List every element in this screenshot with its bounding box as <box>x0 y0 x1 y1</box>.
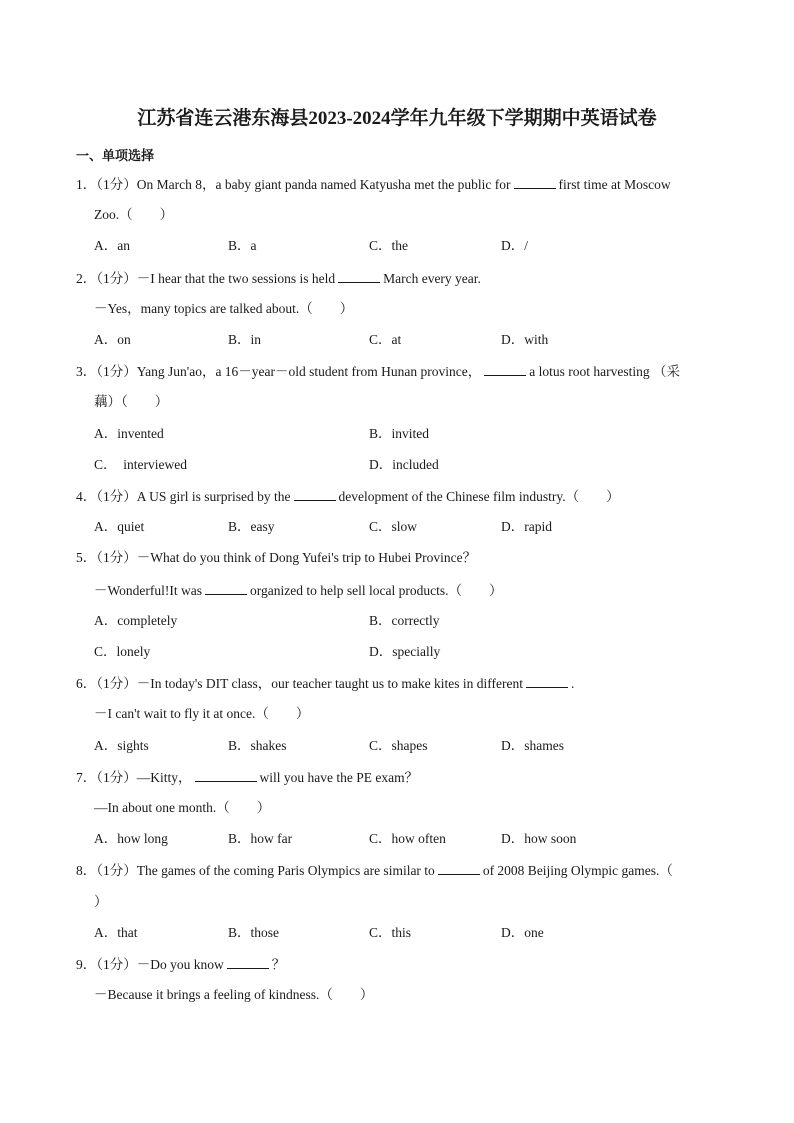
option-b: B．shakes <box>228 738 287 753</box>
option-a: A．quiet <box>94 519 145 534</box>
question-text: －What do you think of Dong Yufei's trip to Hubei Province？ <box>136 550 477 565</box>
question-text: a lotus root harvesting （采 <box>529 364 680 379</box>
option-d: D．with <box>501 332 549 347</box>
answer-blank <box>294 487 336 501</box>
question-number: 3． <box>76 364 97 379</box>
question-text: A US girl is surprised by the <box>136 489 291 504</box>
question-9-line2: －Because it brings a feeling of kindness.（ ） <box>94 987 374 1002</box>
question-text: The games of the coming Paris Olympics are similar to <box>136 863 435 878</box>
option-a: A．an <box>94 238 130 253</box>
option-b: B．invited <box>369 426 429 441</box>
question-text: development of the Chinese film industry.（ ） <box>338 489 620 504</box>
option-d: D．shames <box>501 738 564 753</box>
answer-blank <box>514 175 556 189</box>
question-9 <box>76 955 285 974</box>
option-d: D．how soon <box>501 831 577 846</box>
question-text: On March 8，a baby giant panda named Katyusha met the public for <box>136 177 511 192</box>
question-score: （1分） <box>96 770 137 785</box>
question-3 <box>76 362 680 381</box>
answer-blank <box>205 581 247 595</box>
option-c: C．shapes <box>369 738 428 753</box>
option-a: A．invented <box>94 426 164 441</box>
option-d: D．one <box>501 925 544 940</box>
question-number: 1． <box>76 177 97 192</box>
question-number: 2． <box>76 271 97 286</box>
question-4 <box>76 487 620 506</box>
question-text: ？ <box>271 957 286 972</box>
option-a: A．that <box>94 925 138 940</box>
question-score: （1分） <box>96 364 137 379</box>
option-c: C．how often <box>369 831 446 846</box>
question-text: －In today's DIT class，our teacher taught us to make kites in different <box>136 676 523 691</box>
question-text: of 2008 Beijing Olympic games.（ <box>482 863 673 878</box>
exam-title: 江苏省连云港东海县2023-2024学年九年级下学期期中英语试卷 <box>137 108 657 129</box>
option-d: D．included <box>369 457 439 472</box>
option-c: C．this <box>369 925 412 940</box>
option-a: A．on <box>94 332 131 347</box>
option-a: A．sights <box>94 738 149 753</box>
question-7-line2: —In about one month.（ ） <box>94 800 271 815</box>
question-score: （1分） <box>96 957 137 972</box>
option-c: C． interviewed <box>94 457 187 472</box>
question-number: 9． <box>76 957 97 972</box>
question-text: －I hear that the two sessions is held <box>136 271 336 286</box>
option-b: B．those <box>228 925 280 940</box>
option-b: B．a <box>228 238 257 253</box>
option-c: C．at <box>369 332 402 347</box>
option-d: D．specially <box>369 644 441 659</box>
question-number: 5． <box>76 550 97 565</box>
question-text: will you have the PE exam？ <box>259 770 419 785</box>
section-heading: 一、单项选择 <box>76 148 155 163</box>
option-b: B．how far <box>228 831 293 846</box>
answer-blank <box>195 768 257 782</box>
answer-blank <box>484 362 526 376</box>
question-5-line2 <box>94 581 502 600</box>
question-2 <box>76 269 481 288</box>
question-6-line2: －I can't wait to fly it at once.（ ） <box>94 706 310 721</box>
question-number: 6． <box>76 676 97 691</box>
question-2-line2: －Yes，many topics are talked about.（ ） <box>94 301 354 316</box>
question-6 <box>76 674 574 693</box>
option-d: D．/ <box>501 238 528 253</box>
option-d: D．rapid <box>501 519 552 534</box>
question-score: （1分） <box>96 863 137 878</box>
answer-blank <box>526 674 568 688</box>
option-c: C．slow <box>369 519 418 534</box>
question-7 <box>76 768 418 787</box>
question-text: . <box>570 676 575 691</box>
question-text: —Kitty， <box>136 770 192 785</box>
question-1 <box>76 175 671 194</box>
question-score: （1分） <box>96 550 137 565</box>
option-b: B．correctly <box>369 613 440 628</box>
question-score: （1分） <box>96 489 137 504</box>
question-5 <box>76 549 476 567</box>
question-3-line2: 藕）（ ） <box>94 394 169 409</box>
option-b: B．in <box>228 332 262 347</box>
question-text: organized to help sell local products.（ ） <box>250 583 503 598</box>
question-8 <box>76 861 673 880</box>
question-number: 7． <box>76 770 97 785</box>
answer-blank <box>338 269 380 283</box>
question-number: 8． <box>76 863 97 878</box>
option-a: A．how long <box>94 831 168 846</box>
option-a: A．completely <box>94 613 178 628</box>
question-score: （1分） <box>96 676 137 691</box>
question-score: （1分） <box>96 271 137 286</box>
question-text: －Wonderful!It was <box>94 583 203 598</box>
question-8-line2: ） <box>94 894 108 909</box>
option-b: B．easy <box>228 519 275 534</box>
question-text: Yang Jun'ao，a 16－year－old student from Hunan province， <box>136 364 482 379</box>
option-c: C．the <box>369 238 408 253</box>
question-number: 4． <box>76 489 97 504</box>
answer-blank <box>227 955 269 969</box>
question-text: March every year. <box>383 271 481 286</box>
answer-blank <box>438 861 480 875</box>
question-text: －Do you know <box>136 957 224 972</box>
question-1-line2: Zoo.（ ） <box>94 207 174 222</box>
question-text: first time at Moscow <box>558 177 671 192</box>
question-score: （1分） <box>96 177 137 192</box>
option-c: C．lonely <box>94 644 151 659</box>
